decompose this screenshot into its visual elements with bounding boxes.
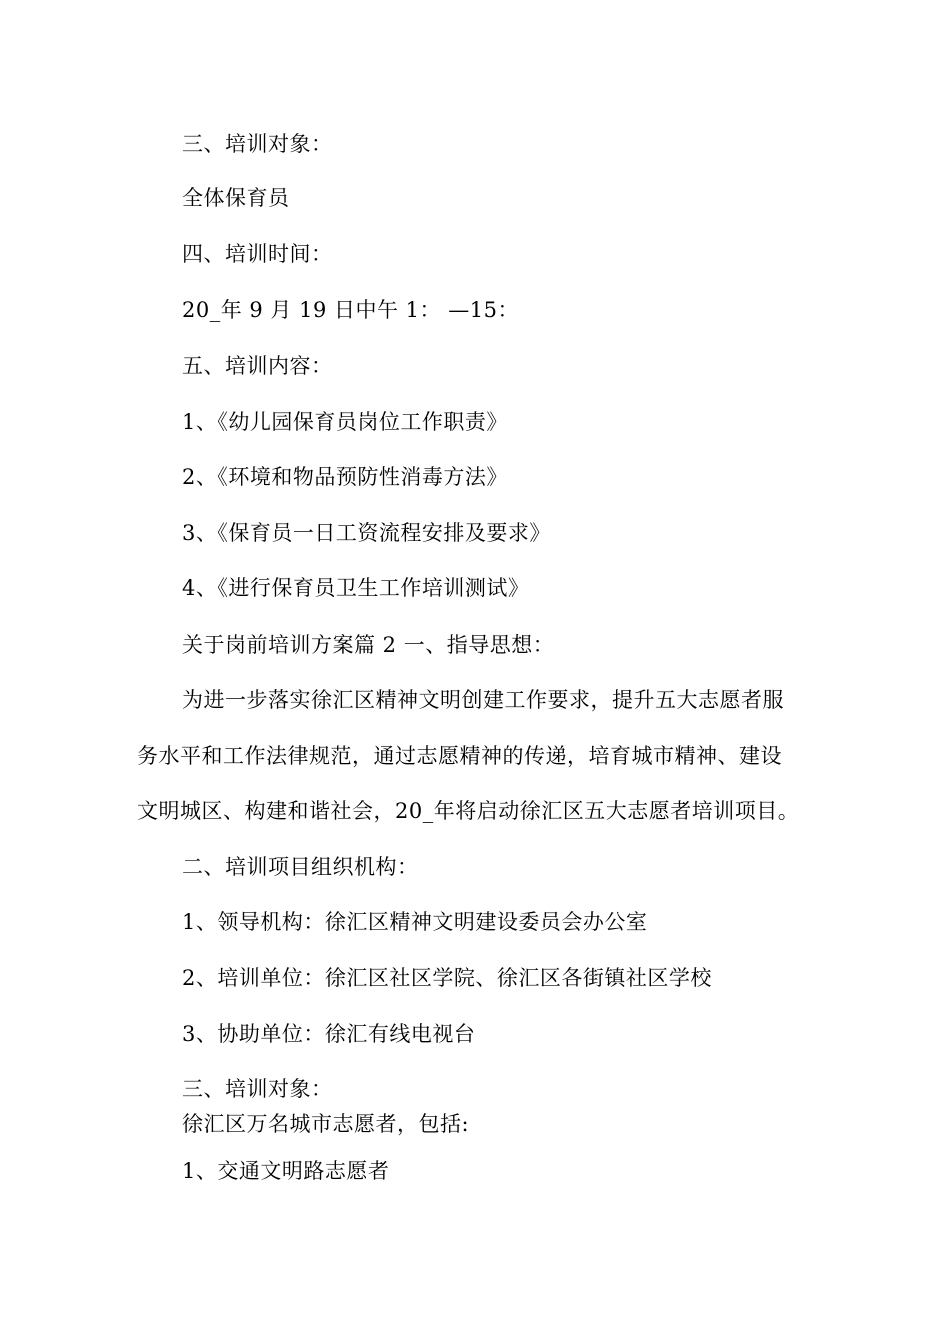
section-heading-training-target: 三、培训对象： xyxy=(182,132,333,156)
list-item-org-1: 1、领导机构：徐汇区精神文明建设委员会办公室 xyxy=(182,910,648,934)
list-item-content-3: 3、《保育员一日工资流程安排及要求》 xyxy=(182,521,551,545)
section-heading-training-time: 四、培训时间： xyxy=(182,242,333,266)
paragraph-volunteers: 徐汇区万名城市志愿者，包括: xyxy=(182,1112,470,1136)
section-heading-training-target-2: 三、培训对象： xyxy=(182,1077,333,1101)
paragraph-training-date: 20_年 9 月 19 日中午 1： —15： xyxy=(182,298,519,322)
list-item-org-3: 3、协助单位：徐汇有线电视台 xyxy=(182,1022,476,1046)
section-heading-training-content: 五、培训内容： xyxy=(182,354,333,378)
paragraph-guiding-line-2: 务水平和工作法律规范，通过志愿精神的传递，培育城市精神、建设 xyxy=(137,744,782,768)
paragraph-guiding-line-1: 为进一步落实徐汇区精神文明创建工作要求，提升五大志愿者服 xyxy=(182,688,784,712)
list-item-volunteer-1: 1、交通文明路志愿者 xyxy=(182,1159,390,1183)
list-item-content-4: 4、《进行保育员卫生工作培训测试》 xyxy=(182,576,530,600)
paragraph-guiding-line-3: 文明城区、构建和谐社会，20_年将启动徐汇区五大志愿者培训项目。 xyxy=(137,799,800,823)
paragraph-all-caregivers: 全体保育员 xyxy=(182,186,290,210)
list-item-org-2: 2、培训单位：徐汇区社区学院、徐汇区各街镇社区学校 xyxy=(182,966,712,990)
section-heading-organization: 二、培训项目组织机构： xyxy=(182,855,419,879)
section-heading-plan-2: 关于岗前培训方案篇 2 一、指导思想： xyxy=(182,633,555,657)
list-item-content-2: 2、《环境和物品预防性消毒方法》 xyxy=(182,465,508,489)
list-item-content-1: 1、《幼儿园保育员岗位工作职责》 xyxy=(182,410,508,434)
